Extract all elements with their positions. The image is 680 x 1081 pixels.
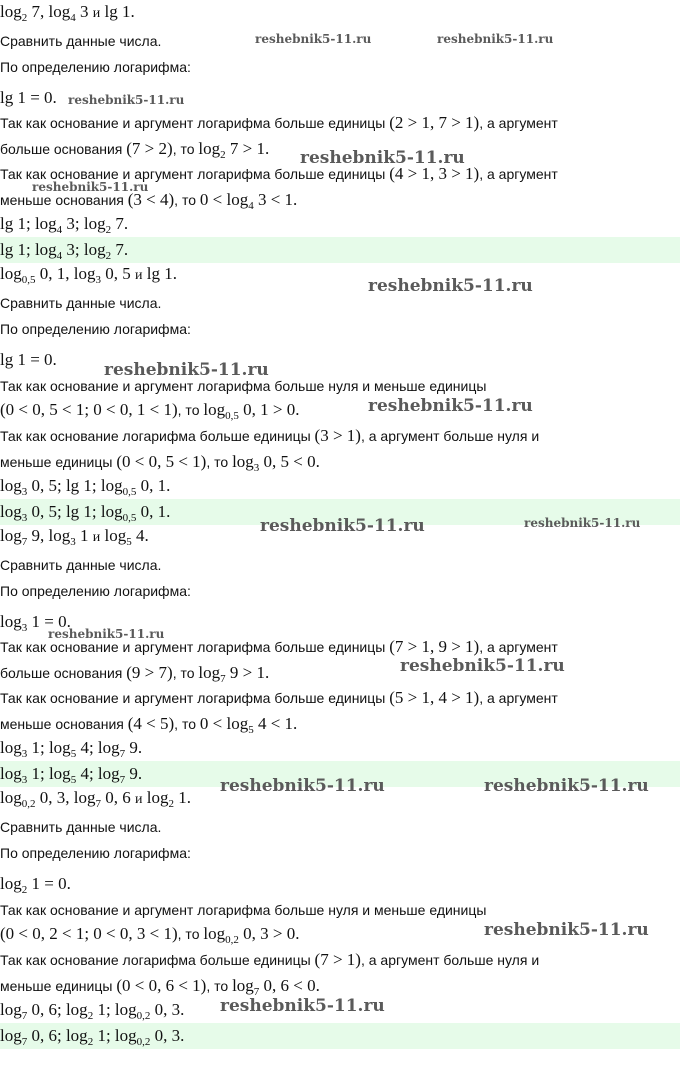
task-line: $\log_7 9$, $\log_3 1$ и $\log_5 4$. (0, 526, 149, 548)
watermark: reshebnik5-11.ru (255, 32, 372, 46)
definition-formula: lg 1 = 0. (0, 88, 57, 107)
answer-line: lg 1; $\log_4 3$; $\log_2 7$. (0, 240, 129, 262)
reason-line: Так как основание и аргумент логарифма больше нуля и меньше единицы (0, 378, 487, 394)
definition-text: По определению логарифма: (0, 583, 191, 599)
watermark: reshebnik5-11.ru (437, 32, 554, 46)
reason-line: меньше единицы (0 < 0, 5 < 1), то $\log_3 0$, 5 < 0. (0, 452, 320, 474)
watermark: reshebnik5-11.ru (104, 360, 269, 380)
order-line: $\log_3 0$, 5; lg 1; $\log_{0,5} 0$, 1. (0, 476, 171, 498)
definition-text: По определению логарифма: (0, 59, 191, 75)
compare-text: Сравнить данные числа. (0, 33, 162, 49)
definition-formula: $\log_2 1 = 0$. (0, 874, 71, 896)
order-line: $\log_3 1$; $\log_5 4$; $\log_7 9$. (0, 738, 143, 760)
answer-line: $\log_3 1$; $\log_5 4$; $\log_7 9$. (0, 764, 143, 786)
task-line: $\log_{0,2} 0$, 3, $\log_7 0$, 6 и $\log_2 1$. (0, 788, 191, 810)
reason-line: Так как основание и аргумент логарифма больше единицы (4 > 1, 3 > 1), а аргумент (0, 164, 558, 183)
reason-line: меньше единицы (0 < 0, 6 < 1), то $\log_7 0$, 6 < 0. (0, 976, 320, 998)
watermark: reshebnik5-11.ru (368, 396, 533, 416)
reason-line: меньше основания (3 < 4), то $0 < \log_4 3 < 1$. (0, 190, 298, 212)
definition-formula: $\log_3 1 = 0$. (0, 612, 71, 634)
watermark: reshebnik5-11.ru (32, 180, 149, 194)
definition-text: По определению логарифма: (0, 321, 191, 337)
definition-formula: lg 1 = 0. (0, 350, 57, 369)
watermark: reshebnik5-11.ru (484, 776, 649, 796)
watermark: reshebnik5-11.ru (220, 776, 385, 796)
reason-line: Так как основание и аргумент логарифма больше единицы (5 > 1, 4 > 1), а аргумент (0, 688, 558, 707)
watermark: reshebnik5-11.ru (524, 516, 641, 530)
task-line: $\log_2 7$, $\log_4 3$ и lg 1. (0, 2, 135, 24)
reason-line: Так как основание логарифма больше единицы (7 > 1), а аргумент больше нуля и (0, 950, 540, 969)
watermark: reshebnik5-11.ru (220, 996, 385, 1016)
watermark: reshebnik5-11.ru (68, 93, 185, 107)
watermark: reshebnik5-11.ru (300, 148, 465, 168)
reason-line: Так как основание логарифма больше единицы (3 > 1), а аргумент больше нуля и (0, 426, 540, 445)
reason-line: Так как основание и аргумент логарифма больше единицы (7 > 1, 9 > 1), а аргумент (0, 637, 558, 656)
answer-line: $\log_3 0$, 5; lg 1; $\log_{0,5} 0$, 1. (0, 502, 171, 524)
order-line: $\log_7 0$, 6; $\log_2 1$; $\log_{0,2} 0$, 3. (0, 1000, 185, 1022)
reason-line: Так как основание и аргумент логарифма больше единицы (2 > 1, 7 > 1), а аргумент (0, 113, 558, 132)
task-line: $\log_{0,5} 0$, 1, $\log_3 0$, 5 и lg 1. (0, 264, 177, 286)
watermark: reshebnik5-11.ru (48, 627, 165, 641)
reason-line: (0 < 0, 5 < 1; 0 < 0, 1 < 1), то $\log_{0,5} 0$, 1 > 0. (0, 400, 300, 422)
watermark: reshebnik5-11.ru (260, 516, 425, 536)
reason-line: Так как основание и аргумент логарифма больше нуля и меньше единицы (0, 902, 487, 918)
definition-text: По определению логарифма: (0, 845, 191, 861)
answer-line: $\log_7 0$, 6; $\log_2 1$; $\log_{0,2} 0$, 3. (0, 1026, 185, 1048)
compare-text: Сравнить данные числа. (0, 557, 162, 573)
watermark: reshebnik5-11.ru (484, 920, 649, 940)
reason-line: меньше основания (4 < 5), то $0 < \log_5 4 < 1$. (0, 714, 298, 736)
reason-line: больше основания (7 > 2), то $\log_2 7 > 1$. (0, 139, 270, 161)
reason-line: (0 < 0, 2 < 1; 0 < 0, 3 < 1), то $\log_{0,2} 0$, 3 > 0. (0, 924, 300, 946)
watermark: reshebnik5-11.ru (368, 276, 533, 296)
compare-text: Сравнить данные числа. (0, 819, 162, 835)
reason-line: больше основания (9 > 7), то $\log_7 9 > 1$. (0, 663, 270, 685)
order-line: lg 1; $\log_4 3$; $\log_2 7$. (0, 214, 129, 236)
compare-text: Сравнить данные числа. (0, 295, 162, 311)
watermark: reshebnik5-11.ru (400, 656, 565, 676)
